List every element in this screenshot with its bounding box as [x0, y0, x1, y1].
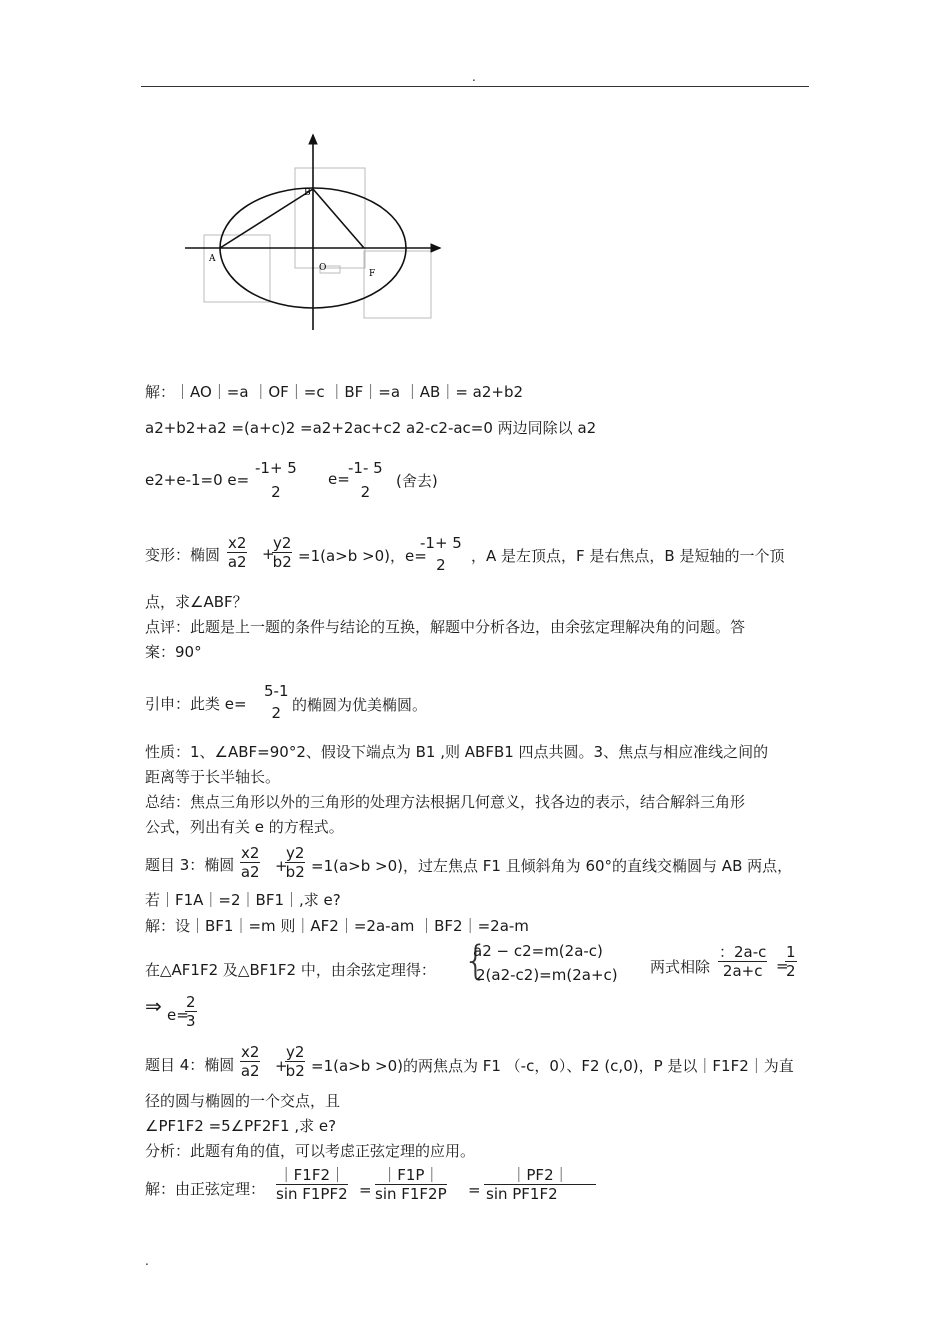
problem4-condition: ∠PF1F2 =5∠PF2F1 ,求 e?	[145, 1117, 337, 1135]
fraction-sine-ratio-1	[276, 1166, 348, 1203]
fraction-numerator: x2	[241, 844, 260, 862]
plus-sign: +	[275, 1057, 288, 1075]
fraction-numerator: y2	[273, 534, 292, 552]
property-line-2: 距离等于长半轴长。	[145, 768, 281, 786]
comment-line-2: 案：90°	[145, 643, 202, 661]
solution-line-3c: (舍去)	[396, 472, 438, 490]
fraction-denominator: sin PF1F2	[486, 1185, 558, 1203]
plus-sign: +	[275, 857, 288, 875]
extension-intro: 引申：此类 e=	[145, 695, 247, 713]
solution-line-3a: e2+e-1=0 e=	[145, 471, 250, 489]
gray-box-center	[295, 168, 365, 268]
fraction-numerator: -1- 5	[348, 459, 383, 477]
fraction-y2-b2	[285, 844, 305, 881]
fraction-denominator: 2	[271, 704, 282, 722]
problem3-intro: 题目 3：椭圆	[145, 856, 235, 874]
label-B: B	[304, 188, 311, 198]
fraction-one-half	[785, 943, 797, 980]
ellipse-figure	[180, 125, 450, 335]
fraction-numerator: x2	[228, 534, 247, 552]
variant-description: ，A 是左顶点，F 是右焦点，B 是短轴的一个顶	[471, 547, 785, 565]
variant-question: 点，求∠ABF？	[145, 593, 248, 611]
fraction-denominator: b2	[272, 553, 292, 571]
fraction-numerator: y2	[286, 1043, 305, 1061]
problem4-analysis: 分析：此题有角的值，可以考虑正弦定理的应用。	[145, 1142, 476, 1160]
fraction-denominator: 2	[436, 556, 446, 574]
summary-line-2: 公式，列出有关 e 的方程式。	[145, 818, 344, 836]
fraction-e-root1	[254, 459, 298, 501]
fraction-sine-ratio-2	[375, 1166, 447, 1203]
label-F: F	[369, 269, 376, 279]
segment-AB	[220, 189, 313, 248]
fraction-numerator: ｜F1F2｜	[276, 1166, 348, 1185]
fraction-denominator: 2	[271, 483, 281, 501]
fraction-denominator: sin F1PF2	[276, 1185, 348, 1203]
solution-line-3b: e=	[328, 470, 350, 488]
problem4-solution-intro: 解：由正弦定理：	[145, 1180, 266, 1198]
fraction-e-value	[419, 534, 463, 574]
divide-text: 两式相除	[650, 958, 711, 976]
variant-condition: =1(a>b >0)，e=	[298, 547, 427, 565]
variant-intro: 变形：椭圆	[145, 546, 221, 564]
problem3-solution-1: 解：设｜BF1｜=m 则｜AF2｜=2a-am ｜BF2｜=2a-m	[145, 917, 529, 935]
problem4-intro: 题目 4：椭圆	[145, 1056, 235, 1074]
fraction-denominator: b2	[285, 863, 305, 881]
fraction-denominator: a2	[240, 1062, 260, 1080]
equals-sign: =	[776, 957, 789, 975]
fraction-x2-a2	[227, 534, 247, 571]
fraction-numerator: y2	[286, 844, 305, 862]
fraction-numerator: -1+ 5	[255, 459, 297, 477]
fraction-denominator: sin F1F2P	[375, 1185, 447, 1203]
fraction-e-root2	[347, 459, 384, 501]
fraction-denominator: 2a+c	[722, 962, 763, 980]
fraction-y2-b2	[272, 534, 292, 571]
fraction-numerator: ｜F1P｜	[375, 1166, 447, 1185]
fraction-x2-a2	[240, 844, 260, 881]
fraction-numerator: 5-1	[264, 682, 289, 700]
plus-sign: +	[262, 545, 275, 563]
fraction-numerator: ：2a-c	[719, 943, 767, 961]
extension-text: 的椭圆为优美椭圆。	[292, 696, 428, 714]
system-brace: {	[463, 938, 489, 984]
header-rule	[141, 86, 809, 87]
problem3-question: 若｜F1A｜=2｜BF1｜,求 e?	[145, 891, 341, 909]
implies-symbol: ⇒	[145, 994, 162, 1018]
fraction-denominator: a2	[240, 863, 260, 881]
gray-box-right	[364, 251, 431, 318]
system-equation-1: a2 − c2=m(2a-c)	[473, 942, 603, 960]
gray-box-left	[204, 235, 270, 302]
fraction-numerator: 1	[786, 943, 796, 961]
system-equation-2: 2(a2-c2)=m(2a+c)	[476, 966, 618, 984]
label-A: A	[209, 254, 216, 264]
equals-sign: =	[359, 1181, 372, 1199]
fraction-denominator: 3	[186, 1012, 196, 1030]
equals-sign: =	[468, 1181, 481, 1199]
fraction-sine-ratio-3	[484, 1166, 596, 1203]
fraction-numerator: x2	[241, 1043, 260, 1061]
fraction-denominator: a2	[227, 553, 247, 571]
fraction-x2-a2	[240, 1043, 260, 1080]
fraction-ratio	[718, 943, 767, 980]
fraction-numerator: ｜PF2｜	[484, 1166, 596, 1185]
fraction-golden	[263, 682, 290, 722]
label-O: O	[319, 263, 327, 273]
footer-dot: .	[145, 1254, 149, 1268]
solution-line-2: a2+b2+a2 =(a+c)2 =a2+2ac+c2 a2-c2-ac=0 两边同除以 a2	[145, 419, 597, 437]
e-label: e=	[167, 1006, 189, 1024]
summary-line-1: 总结：焦点三角形以外的三角形的处理方法根据几何意义，找各边的表示，结合解斜三角形	[145, 793, 746, 811]
problem4-statement: =1(a>b >0)的两焦点为 F1 （-c，0）、F2 (c,0)，P 是以｜F1F2｜为直	[311, 1057, 794, 1075]
fraction-denominator: 2	[786, 962, 796, 980]
fraction-y2-b2	[285, 1043, 305, 1080]
segment-BF	[313, 189, 364, 248]
fraction-numerator: -1+ 5	[420, 534, 462, 552]
comment-line-1: 点评：此题是上一题的条件与结论的互换，解题中分析各边，由余弦定理解决角的问题。答	[145, 618, 746, 636]
fraction-two-thirds	[185, 993, 197, 1030]
fraction-numerator: 2	[186, 993, 196, 1011]
header-dot: .	[472, 70, 476, 84]
problem3-statement: =1(a>b >0)，过左焦点 F1 且倾斜角为 60°的直线交椭圆与 AB 两点，	[311, 857, 793, 875]
property-line-1: 性质：1、∠ABF=90°2、假设下端点为 B1 ,则 ABFB1 四点共圆。3、焦点与相应准线之间的	[145, 743, 769, 761]
problem3-solution-2: 在△AF1F2 及△BF1F2 中，由余弦定理得：	[145, 961, 436, 979]
fraction-denominator: b2	[285, 1062, 305, 1080]
fraction-denominator: 2	[360, 483, 371, 501]
solution-line-1: 解：｜AO｜=a ｜OF｜=c ｜BF｜=a ｜AB｜= a2+b2	[145, 383, 524, 401]
problem4-statement-cont: 径的圆与椭圆的一个交点，且	[145, 1092, 341, 1110]
